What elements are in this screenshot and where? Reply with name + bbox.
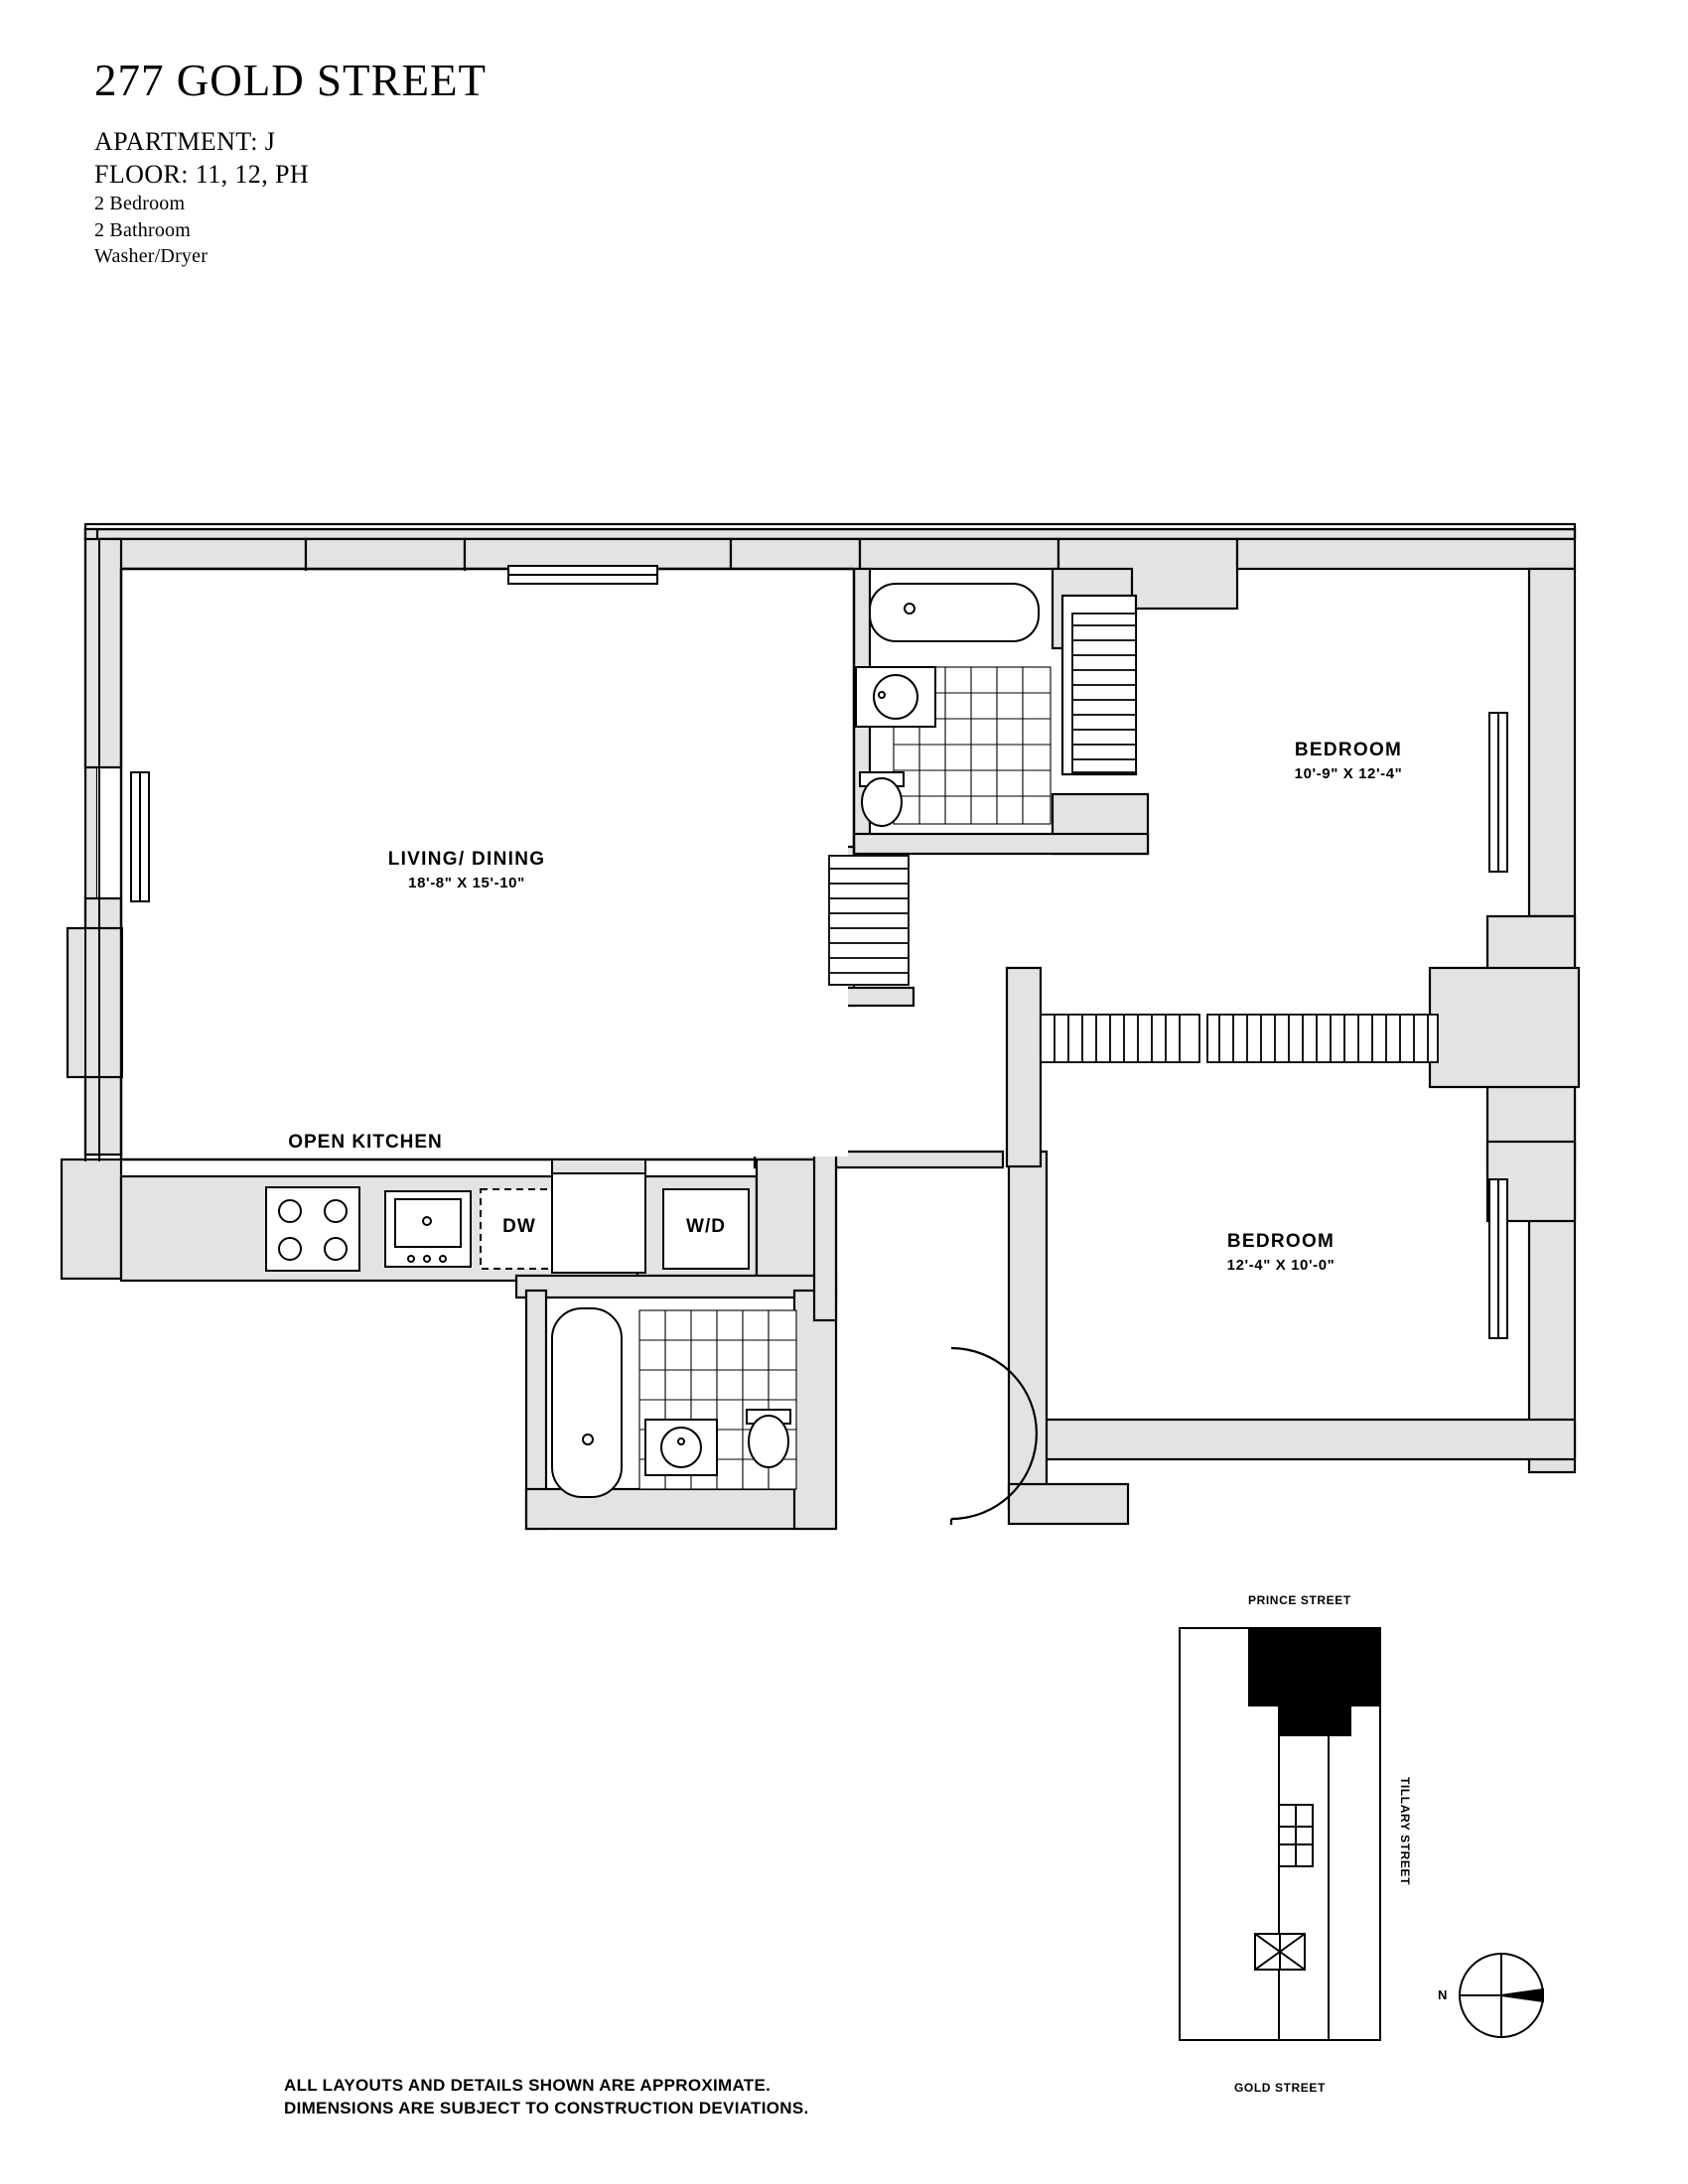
disclaimer-line-2: DIMENSIONS ARE SUBJECT TO CONSTRUCTION DEVIATIONS.: [284, 2098, 809, 2117]
disclaimer: [284, 2075, 809, 2120]
bathroom-upper-fixtures: [856, 584, 1051, 826]
dishwasher-label: DW: [502, 1216, 536, 1237]
laundry-label: Washer/Dryer: [94, 245, 209, 268]
kitchen-label: OPEN KITCHEN: [288, 1132, 443, 1153]
page-title: 277 GOLD STREET: [94, 56, 487, 105]
map-street-prince: PRINCE STREET: [1248, 1593, 1351, 1607]
apartment-label: APARTMENT: J: [94, 127, 276, 157]
floor-label: FLOOR: 11, 12, PH: [94, 159, 310, 189]
compass-rose: [1460, 1954, 1543, 2037]
bedroom-count-label: 2 Bedroom: [94, 193, 186, 215]
map-street-tillary: TILLARY STREET: [1398, 1777, 1412, 1886]
site-key-map: [1180, 1628, 1380, 2040]
room-label-bedroom-2: BEDROOM 12'-4" X 10'-0": [1226, 1231, 1336, 1274]
compass-north-label: N: [1438, 1987, 1448, 2002]
disclaimer-line-1: ALL LAYOUTS AND DETAILS SHOWN ARE APPROXIMATE.: [284, 2076, 772, 2095]
washer-dryer-label: W/D: [686, 1216, 726, 1237]
room-label-living-dining: LIVING/ DINING 18'-8" X 15'-10": [387, 849, 546, 891]
map-street-gold: GOLD STREET: [1234, 2081, 1326, 2095]
bathroom-count-label: 2 Bathroom: [94, 218, 191, 241]
bathroom-lower-fixtures: [552, 1308, 796, 1497]
room-label-bedroom-1: BEDROOM 10'-9" X 12'-4": [1294, 740, 1403, 782]
